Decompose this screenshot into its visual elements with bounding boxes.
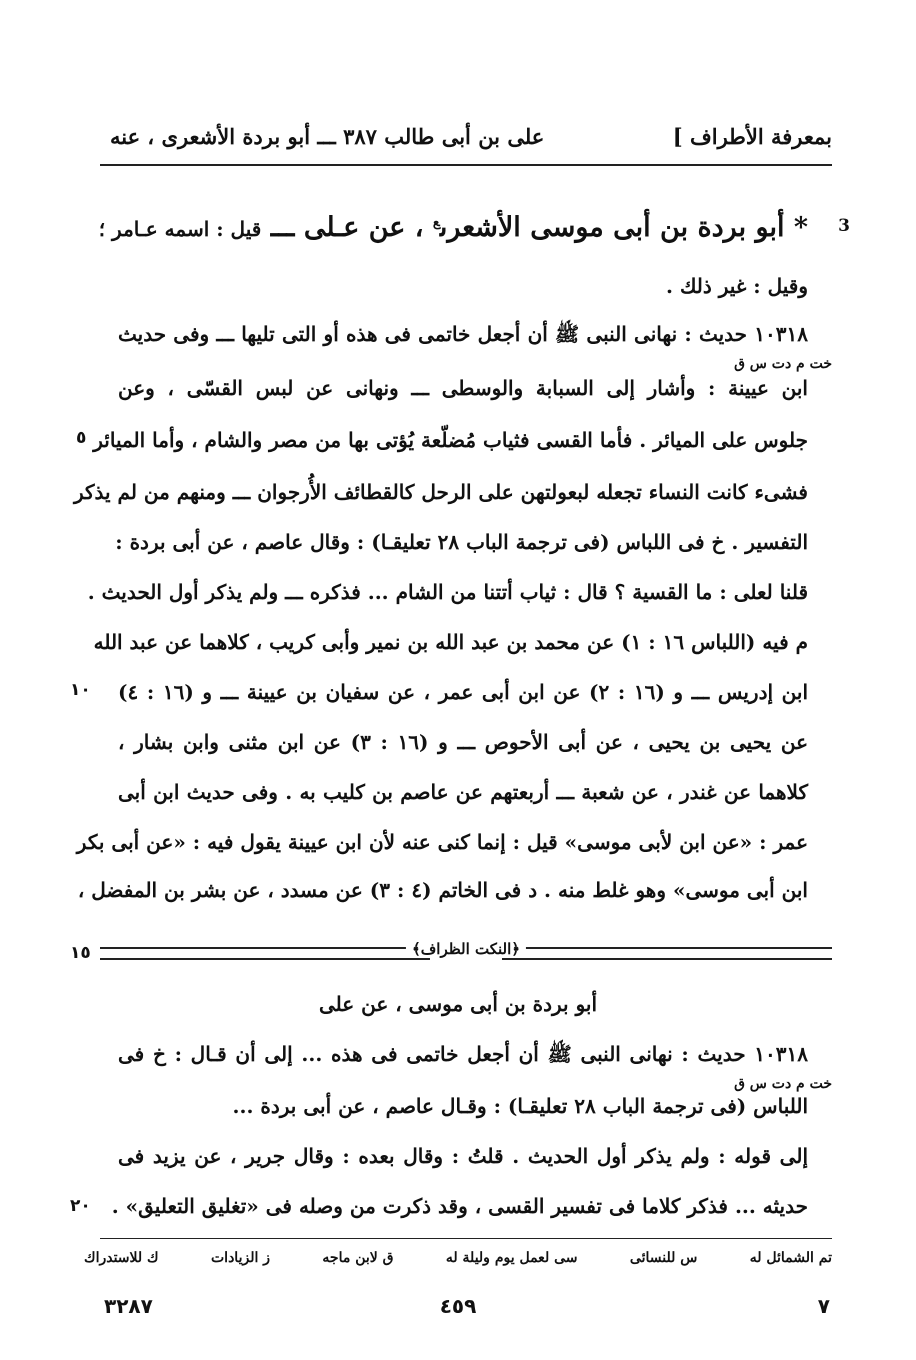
nukat-line: ١٠٣١٨ حديث : نهانى النبى ﷺ أن أجعل خاتمى فى هذه ... إلى أن قـال : خ فى [118,1042,808,1066]
abbreviation: س للنسائى [629,1250,698,1266]
entry-heading [98,212,808,243]
margin-line-number-15: ١٥ [70,943,91,963]
abbreviations-key [84,1250,832,1266]
margin-line-number-10: ١٠ [70,680,91,700]
body-line: ١٠٣١٨ حديث : نهانى النبى ﷺ أن أجعل خاتمى فى هذه أو التى تليها ـــ وفى حديث [118,322,808,346]
footer-rule [100,1238,832,1239]
page-number-center: ٤٥٩ [439,1294,477,1318]
sigla-2: خت م دت س ق [734,1076,832,1092]
heading-note: قيل : اسمه عـامر ؛ [98,217,262,241]
abbreviation: ك للاستدراك [84,1250,159,1266]
body-line: قلنا لعلى : ما القسية ؟ قال : ثياب أتتنا من الشام ... فذكره ـــ ولم يذكر أول الحديث . [87,580,808,604]
divider-rule-left [100,947,430,960]
body-line: م فيه (اللباس ١٦ : ١) عن محمد بن عبد الله بن نمير وأبى كريب ، كلاهما عن عبد الله [93,630,808,654]
page-number-right: ٧ [817,1294,830,1318]
page-number-left: ٣٢٨٧ [104,1294,153,1318]
heading-star: * [793,212,808,243]
sigla-1: خت م دت س ق [734,356,832,372]
heading-line-2: وقيل : غير ذلك . [666,274,808,298]
body-line: فشىء كانت النساء تجعله لبعولتهن على الرحل كالقطائف الأُرجوان ـــ ومنهم من لم يذكر [73,480,808,504]
abbreviation: سى لعمل يوم وليلة له [445,1250,578,1266]
margin-line-number-20: ٢٠ [70,1196,91,1216]
body-line: عمر : «عن ابن لأبى موسى» قيل : إنما كنى عنه لأن ابن عيينة يقول فيه : «عن أبى بكر [76,830,808,854]
heading-name: أبو بردة بن أبى موسى الأشعرى [439,212,785,243]
abbreviation: ز الزيادات [211,1250,270,1266]
heading-marker: 3 [838,216,850,236]
divider-label: ﴿النكت الظراف﴾ [406,940,526,958]
nukat-title: أبو بردة بن أبى موسى ، عن على [318,992,598,1016]
divider-rule-right [502,947,832,960]
nukat-line: إلى قوله : ولم يذكر أول الحديث . قلتُ : وقال بعده : وقال جرير ، عن يزيد فى [118,1144,808,1168]
running-header-book-title: بمعرفة الأطراف ] [672,124,832,149]
body-line: ابن إدريس ـــ و (١٦ : ٢) عن ابن أبى عمر ، عن سفيان بن عيينة ـــ و (١٦ : ٤) [118,680,808,704]
nukat-line: حديثه ... فذكر كلاما فى تفسير القسى ، وقد ذكرت من وصله فى «تغليق التعليق» . [111,1194,808,1218]
body-line: ابن عيينة : وأشار إلى السبابة والوسطى ـــ ونهانى عن لبس القسّى ، وعن [118,376,808,400]
body-line: ابن أبى موسى» وهو غلط منه . د فى الخاتم (٤ : ٣) عن مسدد ، عن بشر بن المفضل ، [77,878,808,902]
abbreviation: ق لابن ماجه [322,1250,394,1266]
section-divider [100,940,832,964]
body-line: جلوس على الميائر . فأما القسى فثياب مُضلّعة يُؤتى بها من مصر والشام ، وأما الميائر [93,428,808,452]
body-line: التفسير . خ فى اللباس (فى ترجمة الباب ٢٨ تعليقـا) : وقال عاصم ، عن أبى بردة : [115,530,808,554]
body-line: كلاهما عن غندر ، عن شعبة ـــ أربعتهم عن عاصم بن كليب به . وفى حديث ابن أبى [118,780,808,804]
margin-line-number-5: ٥ [76,428,87,448]
nukat-line: اللباس (فى ترجمة الباب ٢٨ تعليقـا) : وقـال عاصم ، عن أبى بردة ... [232,1094,808,1118]
abbreviation: تم الشمائل له [749,1250,832,1266]
running-header-section-title: على بن أبى طالب ٣٨٧ ـــ أبو بردة الأشعرى ، عنه [110,124,545,149]
heading-rest: ، عن عـلى ـــ [270,212,424,243]
body-line: عن يحيى بن يحيى ، عن أبى الأحوص ـــ و (١٦ : ٣) عن ابن مثنى وابن بشار ، [118,730,809,754]
header-rule [100,164,832,166]
heading-sup: ع [432,215,440,230]
